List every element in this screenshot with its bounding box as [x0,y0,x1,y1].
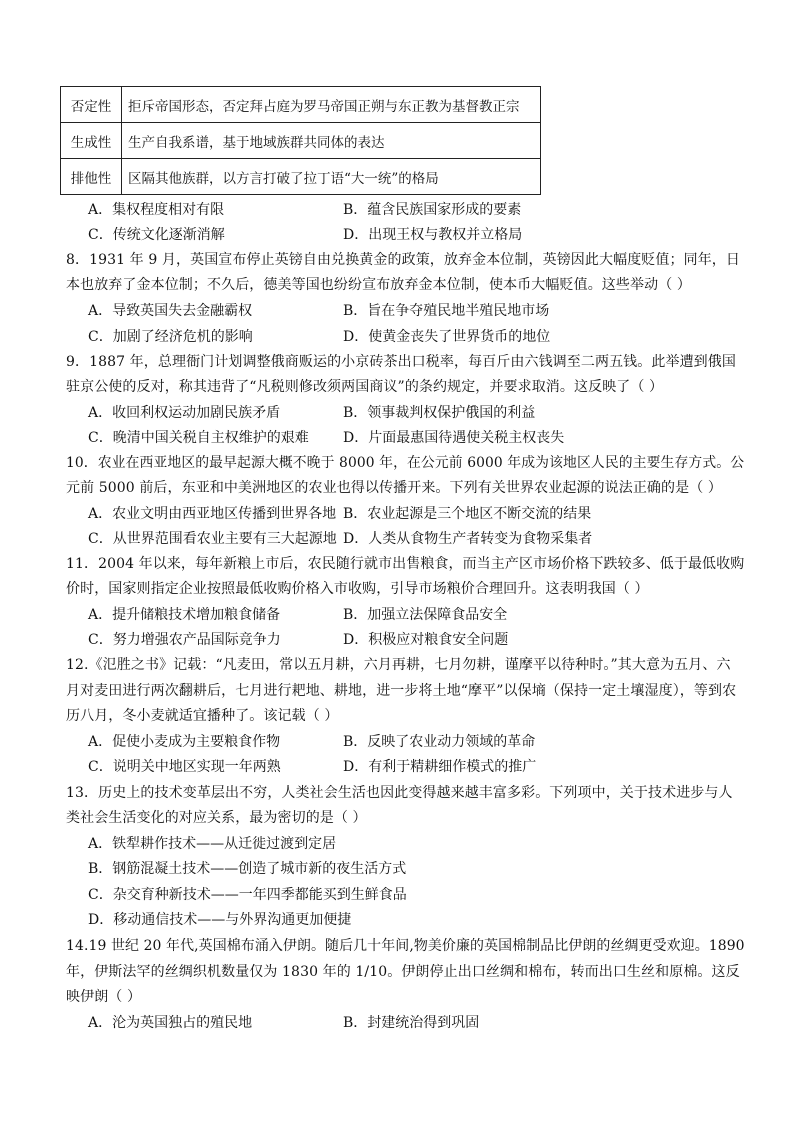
q8-option-b: B．旨在争夺殖民地半殖民地市场 [343,303,550,319]
q9-stem-line: 驻京公使的反对，称其违背了“凡税则修改须两国商议”的条约规定，并要求取消。这反映了（ ） [66,379,664,395]
q9-option-d: D．片面最惠国待遇使关税主权丧失 [343,430,565,446]
q12-option-d: D．有利于精耕细作模式的推广 [343,759,537,775]
table-row [61,159,541,195]
q12-stem-line: 12.《氾胜之书》记载：“凡麦田，常以五月耕，六月再耕，七月勿耕，谨摩平以待种时。”其大意为五月、六 [66,657,731,673]
q8-stem-line: 8．1931 年 9 月，英国宣布停止英镑自由兑换黄金的政策，放弃金本位制，英镑因此大幅度贬值；同年，日 [66,252,740,268]
q8-option-d: D．使黄金丧失了世界货币的地位 [343,329,551,345]
q12-stem-line: 月对麦田进行两次翻耕后，七月进行耙地、耕地，进一步将土地“摩平”以保墒（保持一定土壤湿度），等到农 [66,683,737,699]
q11-option-b: B．加强立法保障食品安全 [343,607,508,623]
q10-option-d: D．人类从食物生产者转变为食物采集者 [343,531,593,547]
q14-stem-line: 14.19 世纪 20 年代,英国棉布涌入伊朗。随后几十年间,物美价廉的英国棉制品比伊朗的丝绸更受欢迎。1890 [66,938,745,954]
q13-option-b: B．钢筋混凝土技术——创造了城市新的夜生活方式 [88,861,407,877]
q10-option-b: B．农业起源是三个地区不断交流的结果 [343,506,592,522]
q13-option-d: D．移动通信技术——与外界沟通更加便捷 [88,912,352,928]
q7-option-b: B．蕴含民族国家形成的要素 [343,202,522,218]
q14-option-a: A．沦为英国独占的殖民地 [88,1015,253,1031]
q8-option-a: A．导致英国失去金融霸权 [88,303,253,319]
q12-option-a: A．促使小麦成为主要粮食作物 [88,734,281,750]
q11-option-a: A．提升储粮技术增加粮食储备 [88,607,281,623]
table-value: 拒斥帝国形态，否定拜占庭为罗马帝国正朔与东正教为基督教正宗 [122,87,541,123]
q7-option-c: C．传统文化逐渐消解 [88,227,225,243]
q7-option-d: D．出现王权与教权并立格局 [343,227,523,243]
q12-option-c: C．说明关中地区实现一年两熟 [88,759,281,775]
q14-option-b: B．封建统治得到巩固 [343,1015,480,1031]
q10-option-a: A．农业文明由西亚地区传播到世界各地 [88,506,337,522]
table-key: 否定性 [61,87,122,123]
table-key: 排他性 [61,159,122,195]
q13-stem-line: 类社会生活变化的对应关系，最为密切的是（ ） [66,810,367,826]
q11-stem-line: 价时，国家则指定企业按照最低收购价格入市收购，引导市场粮价合理回升。这表明我国（ ） [66,581,649,597]
table-value: 区隔其他族群，以方言打破了拉丁语“大一统”的格局 [122,159,541,195]
q13-stem-line: 13．历史上的技术变革层出不穷，人类社会生活也因此变得越来越丰富多彩。下列项中，关于技术进步与人 [66,785,733,801]
table-value: 生产自我系谱，基于地域族群共同体的表达 [122,123,541,159]
q13-option-c: C．杂交育种新技术——一年四季都能买到生鲜食品 [88,887,407,903]
features-table [60,86,541,195]
table-key: 生成性 [61,123,122,159]
q14-stem-line: 映伊朗（ ） [66,989,142,1005]
q7-option-a: A．集权程度相对有限 [88,202,225,218]
q11-option-c: C．努力增强农产品国际竞争力 [88,632,281,648]
q9-option-c: C．晚清中国关税自主权维护的艰难 [88,430,309,446]
q8-stem-line: 本也放弃了金本位制；不久后，德美等国也纷纷宣布放弃金本位制，使本币大幅贬值。这些举动（ ） [66,277,691,293]
q10-stem-line: 10．农业在西亚地区的最早起源大概不晚于 8000 年，在公元前 6000 年成为该地区人民的主要生存方式。公 [66,455,745,471]
q12-stem-line: 历八月，冬小麦就适宜播种了。该记载（ ） [66,708,339,724]
q9-option-a: A．收回利权运动加剧民族矛盾 [88,405,281,421]
q14-stem-line: 年，伊斯法罕的丝绸织机数量仅为 1830 年的 1/10。伊朗停止出口丝绸和棉布，转而出口生丝和原棉。这反 [66,964,740,980]
q10-stem-line: 元前 5000 前后，东亚和中美洲地区的农业也得以传播开来。下列有关世界农业起源的说法正确的是（ ） [66,480,722,496]
q9-option-b: B．领事裁判权保护俄国的利益 [343,405,536,421]
q11-option-d: D．积极应对粮食安全问题 [343,632,509,648]
q10-option-c: C．从世界范围看农业主要有三大起源地 [88,531,337,547]
q9-stem-line: 9．1887 年，总理衙门计划调整俄商贩运的小京砖茶出口税率，每百斤由六钱调至二两五钱。此举遭到俄国 [66,354,736,370]
q12-option-b: B．反映了农业动力领域的革命 [343,734,536,750]
q11-stem-line: 11．2004 年以来，每年新粮上市后，农民随行就市出售粮食，而当主产区市场价格下跌较多、低于最低收购 [66,556,745,572]
table-row [61,87,541,123]
q13-option-a: A．铁犁耕作技术——从迁徙过渡到定居 [88,836,337,852]
q8-option-c: C．加剧了经济危机的影响 [88,329,253,345]
table-row [61,123,541,159]
